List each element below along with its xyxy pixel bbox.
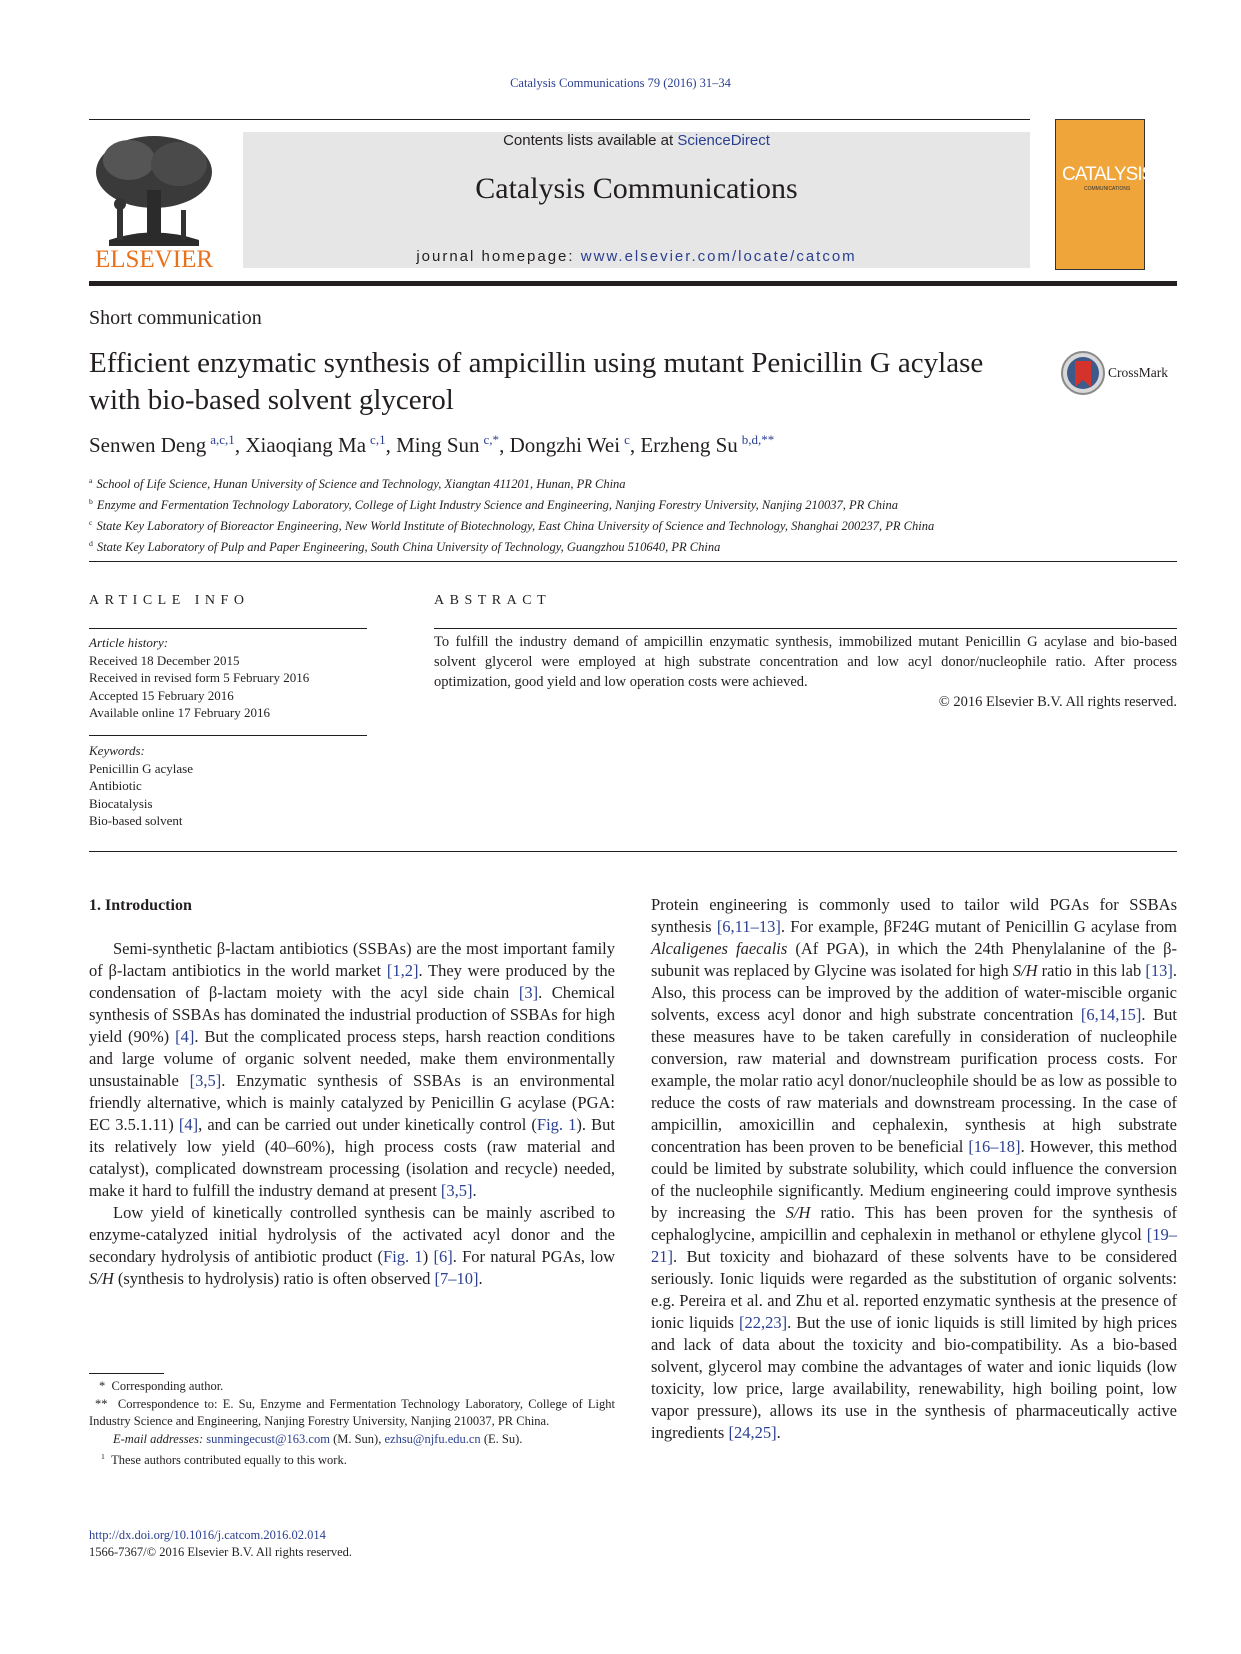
author-affiliation-mark[interactable]: a,c,1 [210, 432, 235, 447]
author-name: Erzheng Su [640, 433, 738, 457]
author-affiliation-mark[interactable]: c,* [483, 432, 500, 447]
citation-link[interactable]: Fig. 1 [383, 1247, 423, 1266]
author-name: Dongzhi Wei [509, 433, 621, 457]
affiliation-item [89, 514, 934, 535]
body-text: . [478, 1269, 483, 1288]
body-text: ratio. This has been proven for the synthesis of cephaloglycine, ampicillin and cephalexin in methanol or ethylene glycol [651, 1203, 1177, 1244]
author-separator: , [629, 433, 641, 457]
elsevier-logo[interactable] [89, 130, 219, 272]
footnote-text: Correspondence to: E. Su, Enzyme and Fermentation Technology Laboratory, College of Light Industry Science and Engineering, Nanjing Forestry University, Nanjing 210037, PR China. [89, 1396, 615, 1428]
abstract [434, 632, 1177, 712]
affiliation-text: State Key Laboratory of Pulp and Paper Engineering, South China University of Technology, Guangzhou 510640, PR China [96, 540, 721, 555]
citation-link[interactable]: [16–18] [968, 1137, 1021, 1156]
email-link-sun[interactable]: sunmingecust@163.com [206, 1431, 330, 1446]
affiliation-text: State Key Laboratory of Bioreactor Engineering, New World Institute of Biotechnology, East China University of Science and Technology, Shanghai 200237, PR China [96, 519, 935, 534]
affiliations [89, 472, 934, 557]
journal-citation[interactable]: Catalysis Communications 79 (2016) 31–34 [510, 76, 731, 90]
elsevier-tree-icon [96, 136, 212, 246]
body-text: Protein engineering is commonly used to tailor wild PGAs for SSBAs synthesis [651, 895, 1177, 936]
italic-text: S/H [785, 1203, 811, 1222]
citation-link[interactable]: [4] [178, 1115, 199, 1134]
keyword-item: Antibiotic [89, 778, 142, 793]
section-heading-introduction: 1. Introduction [89, 897, 192, 914]
affiliation-item [89, 535, 934, 556]
body-text: . But toxicity and biohazard of these solvents have to be considered seriously. Ionic liquids were regarded as the substitution of organic solvents: e.g. Pereira et al. and Zhu et al. reported enzymatic synthesis at the presence of ionic liquids [651, 1247, 1177, 1332]
body-text: Semi-synthetic β-lactam antibiotics (SSBAs) are the most important family of β-lactam antibiotics in the world market [89, 939, 615, 980]
body-text: Low yield of kinetically controlled synthesis can be mainly ascribed to enzyme-catalyzed initial hydrolysis of the activated acyl donor and the secondary hydrolysis of antibiotic product ( [89, 1203, 615, 1266]
body-column-left [89, 938, 615, 1290]
citation-link[interactable]: [4] [175, 1027, 195, 1046]
footnote-text: Corresponding author. [111, 1379, 224, 1393]
homepage-prefix: journal homepage: [416, 248, 581, 265]
keywords-rule [89, 735, 367, 736]
author-separator: , [499, 433, 510, 457]
header-thick-rule [89, 281, 1177, 286]
footnote-correspondence [89, 1396, 615, 1431]
footnote-text: These authors contributed equally to this work. [111, 1453, 347, 1468]
issn-copyright: 1566-7367/© 2016 Elsevier B.V. All rights reserved. [89, 1545, 353, 1559]
author-affiliation-mark[interactable]: b,d,** [741, 432, 775, 447]
elsevier-wordmark: ELSEVIER [94, 246, 214, 272]
citation-link[interactable]: [6,11–13] [716, 917, 781, 936]
history-item: Available online 17 February 2016 [89, 705, 270, 720]
author-separator: , [234, 433, 246, 457]
author-affiliation-mark[interactable]: c,1 [370, 432, 386, 447]
affiliation-mark: a [89, 476, 93, 485]
citation-link[interactable]: [13] [1145, 961, 1173, 980]
affiliation-text: School of Life Science, Hunan University of Science and Technology, Xiangtan 411201, Hunan, PR China [96, 477, 626, 492]
body-text: ratio in this lab [1037, 961, 1146, 980]
history-item: Accepted 15 February 2016 [89, 687, 234, 703]
article-title: Efficient enzymatic synthesis of ampicillin using mutant Penicillin G acylase with bio-based solvent glycerol [89, 347, 984, 416]
body-paragraph [651, 894, 1177, 1444]
footnotes [89, 1378, 615, 1470]
body-text: . [776, 1423, 781, 1442]
citation-link[interactable]: [3] [518, 983, 539, 1002]
footnote-emails [89, 1431, 615, 1449]
homepage-link[interactable]: www.elsevier.com/locate/catcom [580, 248, 857, 265]
author-name: Xiaoqiang Ma [245, 433, 367, 457]
author-separator: , [385, 433, 397, 457]
body-paragraph [89, 938, 615, 1202]
citation-link[interactable]: [3,5] [189, 1071, 222, 1090]
journal-cover-thumbnail[interactable] [1055, 119, 1154, 270]
body-text: . Enzymatic synthesis of SSBAs is an environmental friendly alternative, which is mainly catalyzed by Penicillin G acylase (PGA: EC 3.5.1.11) [89, 1071, 615, 1134]
doi-link[interactable]: http://dx.doi.org/10.1016/j.catcom.2016.02.014 [89, 1528, 326, 1542]
keywords-label: Keywords: [89, 743, 145, 758]
italic-text: S/H [89, 1269, 114, 1288]
sciencedirect-link[interactable]: ScienceDirect [677, 132, 770, 149]
header-top-rule [89, 119, 1030, 120]
journal-homepage [243, 248, 1030, 265]
crossmark-label[interactable]: CrossMark [1108, 365, 1168, 380]
history-item: Received in revised form 5 February 2016 [89, 670, 310, 685]
body-text: ) [422, 1247, 434, 1266]
footnote-equal-contribution [89, 1448, 615, 1470]
body-text: . Chemical synthesis of SSBAs has dominated the industrial production of SSBAs for high yield (90%) [89, 983, 615, 1046]
author-name: Senwen Deng [89, 433, 207, 457]
body-text: . For example, βF24G mutant of Penicillin G acylase from [780, 917, 1177, 936]
article-type: Short communication [89, 307, 262, 329]
citation-link[interactable]: [6] [433, 1247, 453, 1266]
keyword-item: Bio-based solvent [89, 813, 183, 828]
cover-title: CATALYSIS [1062, 164, 1154, 185]
body-text: . But the complicated process steps, harsh reaction conditions and large volume of organic solvent needed, make them environmentally unsustainable [89, 1027, 615, 1090]
italic-text: Alcaligenes faecalis [651, 939, 788, 958]
footnote-mark: 1 [101, 1452, 105, 1461]
affiliation-item [89, 493, 934, 514]
citation-link[interactable]: [3,5] [440, 1181, 473, 1200]
abstract-text: To fulfill the industry demand of ampicillin enzymatic synthesis, immobilized mutant Penicillin G acylase and bio-based solvent glycerol were employed at high substrate concentration and low acyl donor/nucleophile ratio. After process optimization, good yield and low operation costs were achieved. [434, 634, 1177, 690]
citation-link[interactable]: [22,23] [738, 1313, 788, 1332]
body-text: (Af PGA), in which the 24th Phenylalanine of the β-subunit was replaced by Glycine was isolated for high [651, 939, 1178, 980]
crossmark-icon[interactable] [1060, 350, 1106, 396]
keywords [89, 742, 193, 830]
body-column-right [651, 894, 1177, 1444]
contents-availability [243, 132, 1030, 149]
contents-prefix: Contents lists available at [503, 132, 678, 149]
footnote-mark: * [99, 1379, 106, 1393]
keyword-item: Biocatalysis [89, 795, 153, 811]
affiliation-mark: b [89, 497, 93, 507]
footnote-corresponding [89, 1378, 615, 1396]
affiliation-mark: d [89, 539, 93, 549]
email-owner: (E. Su). [480, 1431, 523, 1446]
footnote-mark: ** [95, 1396, 108, 1411]
body-text: . Also, this process can be improved by the addition of water-miscible organic solvents, excess acyl donor and high substrate concentration [651, 961, 1177, 1024]
citation-link[interactable]: [1,2] [386, 961, 419, 980]
abstract-heading: ABSTRACT [434, 593, 552, 608]
article-info-heading: ARTICLE INFO [89, 593, 250, 608]
title-separator-rule [89, 561, 1177, 562]
citation-link[interactable]: [24,25] [728, 1423, 777, 1442]
citation-link[interactable]: [19–21] [651, 1225, 1177, 1266]
body-separator-rule [89, 851, 1177, 852]
affiliation-text: Enzyme and Fermentation Technology Laboratory, College of Light Industry Science and Engineering, Nanjing Forestry University, Nanjing 210037, PR China [96, 498, 898, 513]
italic-text: S/H [1012, 961, 1038, 980]
email-label: E-mail addresses: [113, 1431, 204, 1446]
author-name: Ming Sun [396, 433, 480, 457]
body-text: . But the use of ionic liquids is still limited by high prices and lack of data about the toxicity and bio-compatibility. As a bio-based solvent, glycerol may combine the advantages of water and ionic liquids (low toxicity, low price, large availability, renewability, high boiling point, low vapor pressure), allows its use in the synthesis of pharmaceutically active ingredients [651, 1313, 1177, 1442]
body-text: . They were produced by the condensation of β-lactam moiety with the acyl side chain [89, 961, 615, 1002]
footnote-rule [89, 1373, 164, 1374]
article-history [89, 634, 309, 722]
citation-link[interactable]: [6,14,15] [1080, 1005, 1142, 1024]
history-item: Received 18 December 2015 [89, 652, 240, 668]
body-text: , and can be carried out under kinetically control ( [198, 1115, 537, 1134]
body-text: . [472, 1181, 477, 1200]
cover-subtitle: COMMUNICATIONS [1084, 186, 1131, 192]
affiliation-item [89, 472, 934, 493]
abstract-rule [434, 628, 1177, 629]
article-info-rule [89, 628, 367, 629]
citation-link[interactable]: [7–10] [434, 1269, 479, 1288]
email-link-su[interactable]: ezhsu@njfu.edu.cn [384, 1431, 481, 1446]
author-list [89, 432, 774, 458]
body-text: . However, this method could be limited by substrate solubility, which could influence the conversion of the nucleophile significantly. Medium engineering could improve synthesis by increasing the [651, 1137, 1177, 1222]
journal-title: Catalysis Communications [475, 172, 798, 205]
abstract-copyright: © 2016 Elsevier B.V. All rights reserved. [938, 694, 1177, 710]
affiliation-mark: c [89, 518, 93, 528]
author-affiliation-mark[interactable]: c [624, 432, 630, 447]
body-text: (synthesis to hydrolysis) ratio is often observed [113, 1269, 435, 1288]
history-label: Article history: [89, 635, 169, 650]
body-text: ). But its relatively low yield (40–60%), high process costs (raw material and catalyst), complicated downstream processing (isolation and recycle) needed, make it hard to fulfill the industry demand at present [89, 1115, 616, 1200]
body-text: . But these measures have to be taken carefully in consideration of nucleophile conversion, raw material and downstream purification process costs. For example, the molar ratio acyl donor/nucleophile should be as low as possible to reduce the costs of raw materials and downstream processing. In the case of ampicillin, amoxicillin and cephalexin, synthesis at high substrate concentration has been proven to be beneficial [651, 1005, 1178, 1156]
keyword-item: Penicillin G acylase [89, 760, 193, 776]
body-text: . For natural PGAs, low [452, 1247, 615, 1266]
body-paragraph [89, 1202, 615, 1290]
citation-link[interactable]: Fig. 1 [536, 1115, 577, 1134]
email-owner: (M. Sun), [329, 1431, 385, 1446]
